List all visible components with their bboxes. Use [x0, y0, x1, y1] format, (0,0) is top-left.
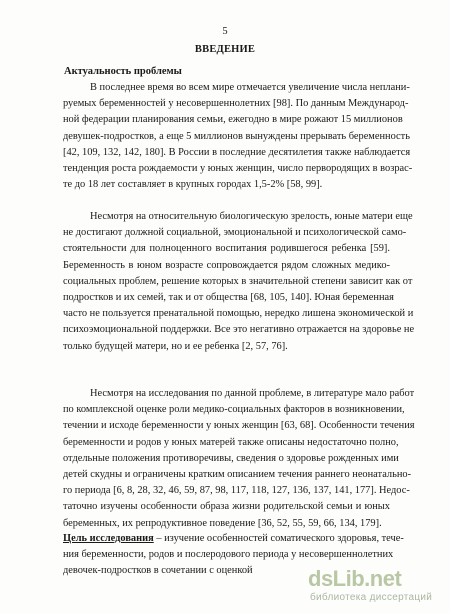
text-line: психоэмоциональной поддержки. Все это негативно отражается на здоровье не	[63, 324, 415, 336]
text-line: беременности и родов у юных матерей также описаны недостаточно полно,	[63, 436, 399, 448]
text-line: Беременность в юном возрасте сопровождается рядом сложных медико-	[63, 259, 390, 271]
text-line: [42, 109, 132, 142, 180]. В России в последние десятилетия также наблюдается	[63, 146, 411, 158]
paragraph-2	[63, 209, 415, 355]
text-line: детей скудны и ограничены кратким описанием течения раннего неонатально-	[63, 469, 412, 481]
text-line	[63, 531, 404, 547]
page-title: ВВЕДЕНИЕ	[194, 44, 256, 55]
text-line: Несмотря на исследования по данной проблеме, в литературе мало работ	[90, 388, 415, 399]
text-line: не достигают должной социальной, эмоциональной и психологической само-	[63, 227, 407, 239]
text-line: только будущей матери, но и ее ребенка [2, 57, 76].	[63, 340, 288, 352]
watermark	[308, 566, 440, 606]
text-line: го периода [6, 8, 28, 32, 46, 59, 87, 98, 117, 118, 127, 136, 137, 141, 177]. Недос-	[63, 485, 410, 497]
text-line: часто не пользуется пренатальной помощью, нередко лишена экономической и	[63, 308, 414, 320]
section-heading: Актуальность проблемы	[64, 66, 182, 77]
text-line: Несмотря на относительную биологическую зрелость, юные матери еще	[90, 211, 413, 222]
page-number: 5	[222, 26, 228, 37]
text-line: по комплексной оценке роли медико-социальных факторов в возникновении,	[63, 404, 405, 416]
text-line: девушек-подростков, а еще 5 миллионов вынуждены прерывать беременность	[63, 130, 410, 142]
text-line: отдельные положения противоречивы, сведения о здоровье рожденных ими	[63, 452, 399, 464]
text-line: социальных проблем, решение которых в значительной степени зависит как от	[63, 275, 413, 287]
text-line: те до 18 лет составляет в крупных городах 1,5-2% [58, 99].	[63, 179, 323, 191]
text-line: беременных, их репродуктивное поведение [36, 52, 55, 59, 66, 134, 179].	[63, 517, 382, 529]
paragraph-3	[63, 386, 415, 532]
text-line: течении и исходе беременности у юных женщин [63, 68]. Особенности течения	[63, 420, 415, 432]
text-line: девочек-подростков в сочетании с оценкой	[63, 565, 253, 577]
watermark-logo: dsLib.net	[308, 566, 402, 591]
aim-text: – изучение особенностей соматического здоровья, тече-	[153, 533, 404, 544]
text-line: В последнее время во всем мире отмечается увеличение числа неплани-	[90, 82, 410, 93]
text-line: ния беременности, родов и послеродового периода у несовершеннолетних	[63, 549, 394, 561]
text-line: подростков и их семей, так и от общества [68, 105, 140]. Юная беременная	[63, 292, 394, 304]
watermark-subtitle: библиотека диссертаций	[310, 592, 433, 603]
text-line: руемых беременностей у несовершеннолетних [98]. По данным Международ-	[63, 98, 409, 110]
text-line: ной федерации планирования семьи, ежегодно в мире рожают 15 миллионов	[63, 114, 403, 126]
text-line: тенденция роста рождаемости у юных женщин, число первородящих в возрас-	[63, 163, 413, 175]
text-line: стоятельности для полноценного воспитания родившегося ребенка [59].	[63, 243, 390, 255]
text-line: таточно изучены особенности образа жизни родительской семьи и юных	[63, 501, 390, 513]
aim-label: Цель исследования	[63, 533, 154, 544]
paragraph-1	[63, 80, 413, 193]
